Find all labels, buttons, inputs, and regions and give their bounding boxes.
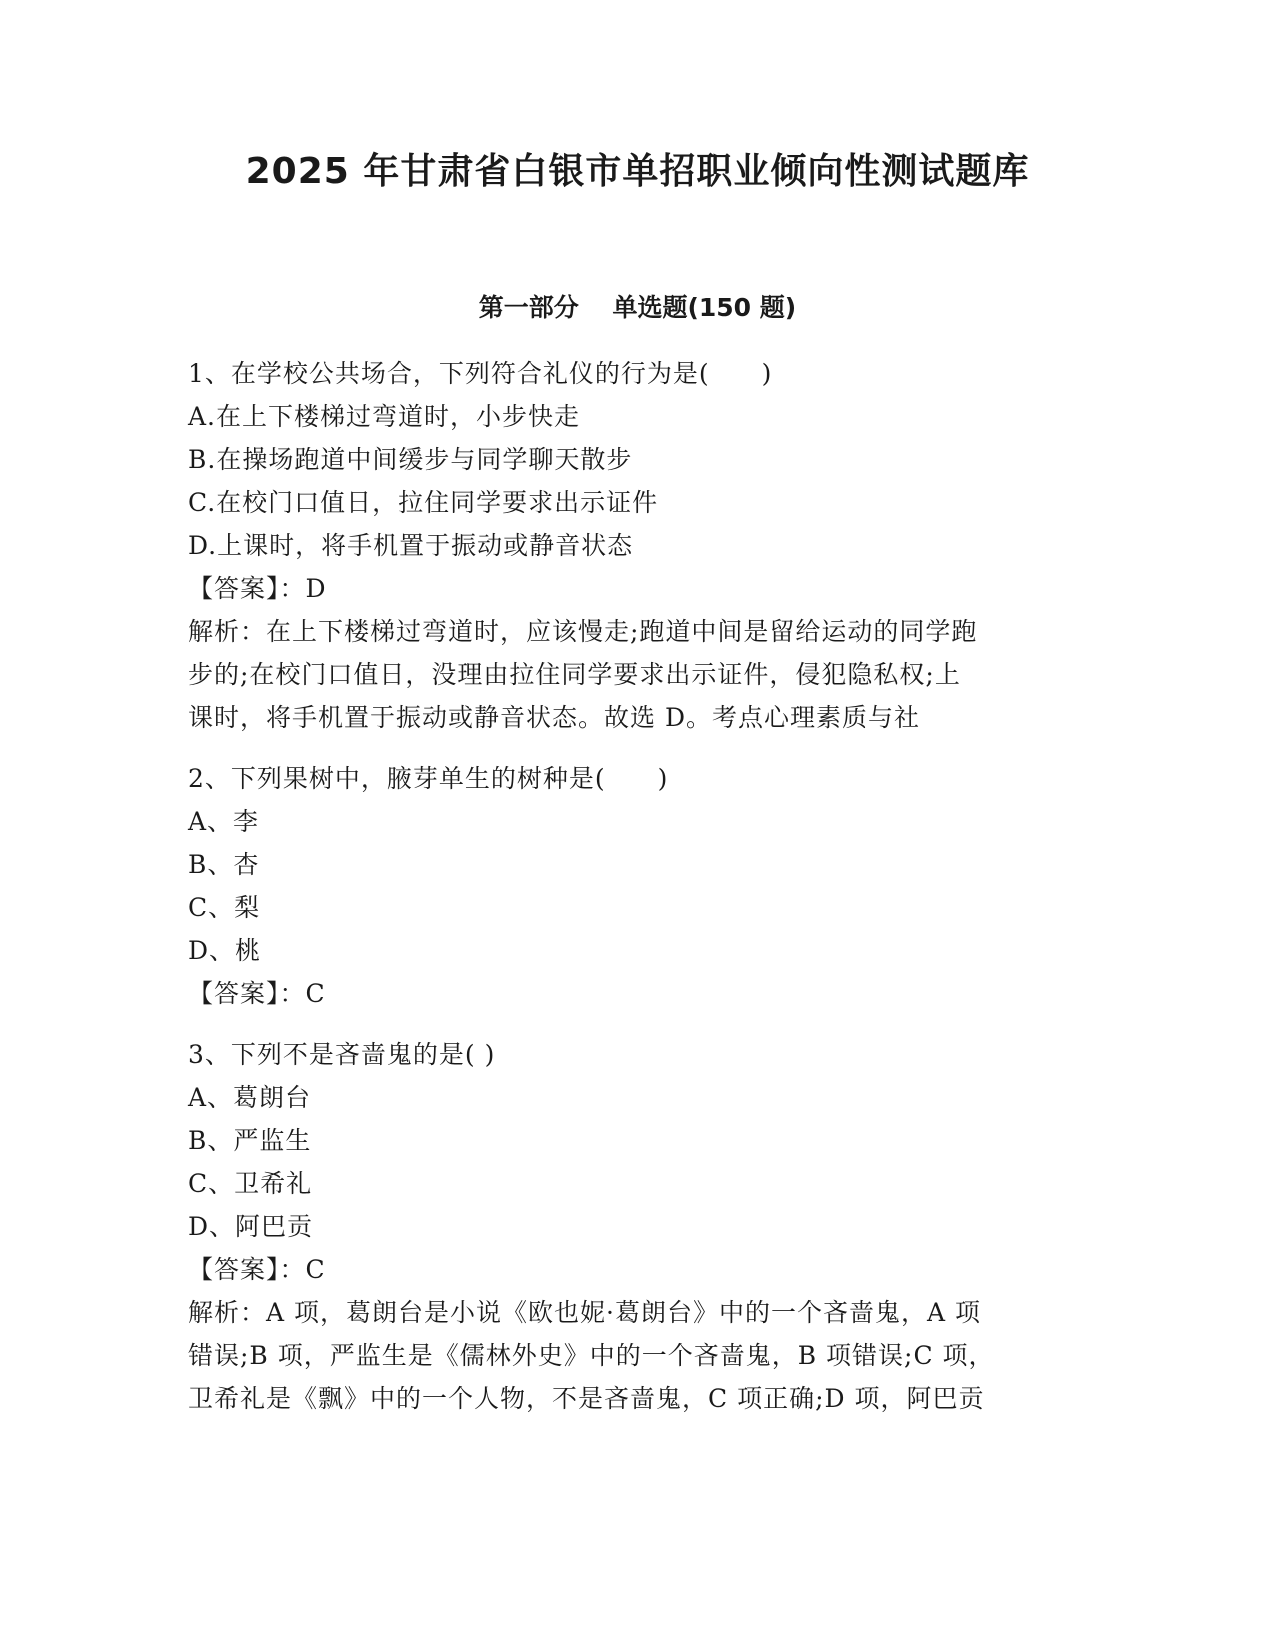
- option-c: C、卫希礼: [188, 1169, 313, 1198]
- question-2: [188, 757, 1088, 1015]
- analysis-line: 步的;在校门口值日，没理由拉住同学要求出示证件，侵犯隐私权;上: [188, 660, 961, 689]
- document-title: 2025 年甘肃省白银市单招职业倾向性测试题库: [245, 151, 1030, 192]
- option-d: D.上课时，将手机置于振动或静音状态: [188, 531, 634, 560]
- analysis-line: 卫希礼是《飘》中的一个人物，不是吝啬鬼，C 项正确;D 项，阿巴贡: [188, 1384, 985, 1413]
- question-stem: 2、下列果树中，腋芽单生的树种是( ): [188, 764, 669, 793]
- question-stem: 1、在学校公共场合，下列符合礼仪的行为是( ): [188, 359, 773, 388]
- question-stem: 3、下列不是吝啬鬼的是( ): [188, 1040, 496, 1069]
- answer-line: 【答案】：C: [188, 1255, 326, 1284]
- question-list: [188, 352, 1088, 1420]
- option-c: C.在校门口值日，拉住同学要求出示证件: [188, 488, 659, 517]
- answer-line: 【答案】：D: [188, 574, 327, 603]
- question-1: [188, 352, 1088, 739]
- section-title: 第一部分 单选题(150 题): [478, 293, 797, 322]
- analysis-line: 课时，将手机置于振动或静音状态。故选 D。考点心理素质与社: [188, 703, 920, 732]
- analysis-line: 解析：A 项，葛朗台是小说《欧也妮·葛朗台》中的一个吝啬鬼，A 项: [188, 1298, 981, 1327]
- analysis-line: 错误;B 项，严监生是《儒林外史》中的一个吝啬鬼，B 项错误;C 项，: [188, 1341, 995, 1370]
- question-3: [188, 1033, 1088, 1420]
- question-spacer: [188, 739, 1088, 757]
- analysis-line: 解析：在上下楼梯过弯道时，应该慢走;跑道中间是留给运动的同学跑: [188, 617, 978, 646]
- option-d: D、阿巴贡: [188, 1212, 314, 1241]
- answer-line: 【答案】：C: [188, 979, 326, 1008]
- option-c: C、梨: [188, 893, 261, 922]
- option-b: B.在操场跑道中间缓步与同学聊天散步: [188, 445, 633, 474]
- option-b: B、严监生: [188, 1126, 312, 1155]
- option-d: D、桃: [188, 936, 262, 965]
- option-a: A、葛朗台: [188, 1083, 312, 1112]
- question-spacer: [188, 1015, 1088, 1033]
- option-b: B、杏: [188, 850, 260, 879]
- option-a: A、李: [188, 807, 260, 836]
- option-a: A.在上下楼梯过弯道时，小步快走: [188, 402, 581, 431]
